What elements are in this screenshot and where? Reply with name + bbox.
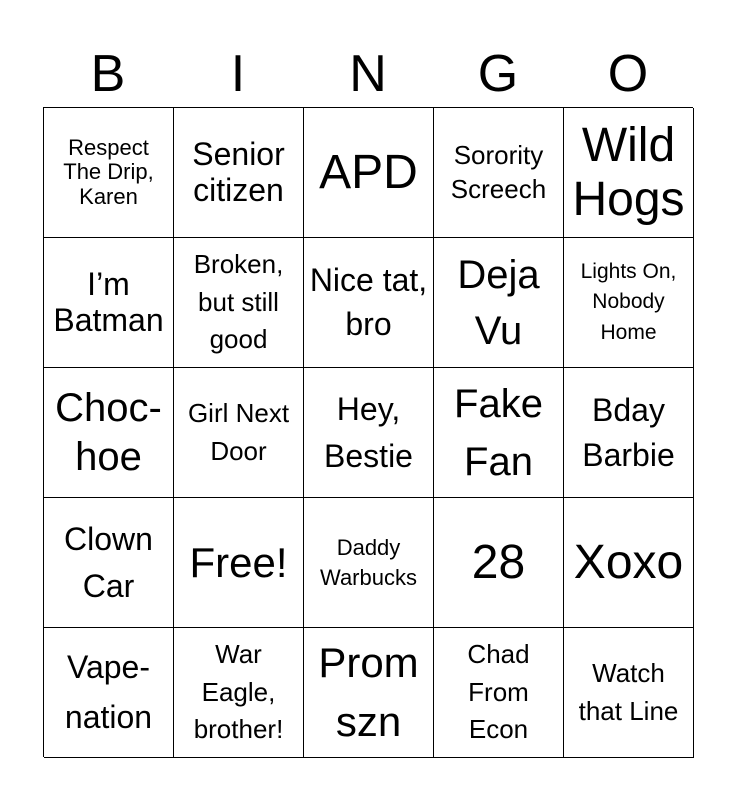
cell-text: Clown Car	[64, 521, 153, 604]
header-letter-g: G	[477, 45, 519, 103]
cell-text: Wild Hogs	[572, 118, 685, 226]
cell-text: Xoxo	[573, 535, 684, 589]
cell-text: Deja Vu	[457, 252, 540, 353]
cell-text: I’m Batman	[53, 265, 164, 338]
bingo-header	[43, 42, 693, 106]
cell-text: Chad From Econ	[467, 638, 530, 745]
bingo-cell[interactable]	[434, 498, 564, 628]
cell-text: Nice tat, bro	[309, 262, 428, 342]
cell-text: Senior citizen	[192, 135, 285, 208]
bingo-cell[interactable]	[174, 628, 304, 758]
cell-text: Daddy Warbucks	[320, 534, 417, 590]
header-letter-o: O	[607, 45, 649, 103]
bingo-cell[interactable]	[44, 238, 174, 368]
header-letter-i: I	[230, 45, 246, 103]
bingo-cell[interactable]	[304, 368, 434, 498]
cell-text: Hey, Bestie	[324, 391, 413, 474]
bingo-cell[interactable]	[174, 368, 304, 498]
bingo-cell[interactable]	[304, 498, 434, 628]
bingo-cell[interactable]	[44, 498, 174, 628]
bingo-cell[interactable]	[434, 628, 564, 758]
cell-text: Vape-nation	[64, 648, 153, 735]
bingo-cell[interactable]	[564, 368, 694, 498]
header-letter-n: N	[349, 45, 387, 103]
cell-text: War Eagle, brother!	[193, 638, 284, 745]
bingo-cell[interactable]	[174, 108, 304, 238]
cell-text: Respect The Drip, Karen	[63, 134, 154, 209]
cell-text: 28	[471, 535, 526, 589]
bingo-cell[interactable]	[44, 108, 174, 238]
bingo-board	[43, 107, 693, 757]
cell-text: Bday Barbie	[582, 391, 675, 473]
bingo-cell[interactable]	[434, 368, 564, 498]
bingo-cell[interactable]	[564, 628, 694, 758]
cell-text: Watch that Line	[578, 657, 679, 726]
cell-text: Broken, but still good	[193, 248, 284, 355]
bingo-cell[interactable]	[304, 238, 434, 368]
free-space-cell[interactable]	[174, 498, 304, 628]
bingo-cell[interactable]	[304, 108, 434, 238]
cell-text: Lights On, Nobody Home	[580, 259, 677, 344]
cell-text: APD	[319, 145, 418, 199]
cell-text: Sorority Screech	[450, 139, 547, 204]
bingo-cell[interactable]	[174, 238, 304, 368]
cell-text: Prom szn	[318, 638, 419, 745]
header-letter-b: B	[90, 45, 126, 103]
bingo-cell[interactable]	[564, 108, 694, 238]
bingo-cell[interactable]	[434, 108, 564, 238]
bingo-cell[interactable]	[564, 498, 694, 628]
cell-text: Free!	[189, 538, 288, 586]
bingo-cell[interactable]	[44, 628, 174, 758]
bingo-cell[interactable]	[434, 238, 564, 368]
bingo-cell[interactable]	[44, 368, 174, 498]
bingo-cell[interactable]	[564, 238, 694, 368]
cell-text: Fake Fan	[454, 381, 543, 484]
bingo-cell[interactable]	[304, 628, 434, 758]
cell-text: Choc-hoe	[55, 385, 162, 479]
cell-text: Girl Next Door	[187, 397, 290, 466]
